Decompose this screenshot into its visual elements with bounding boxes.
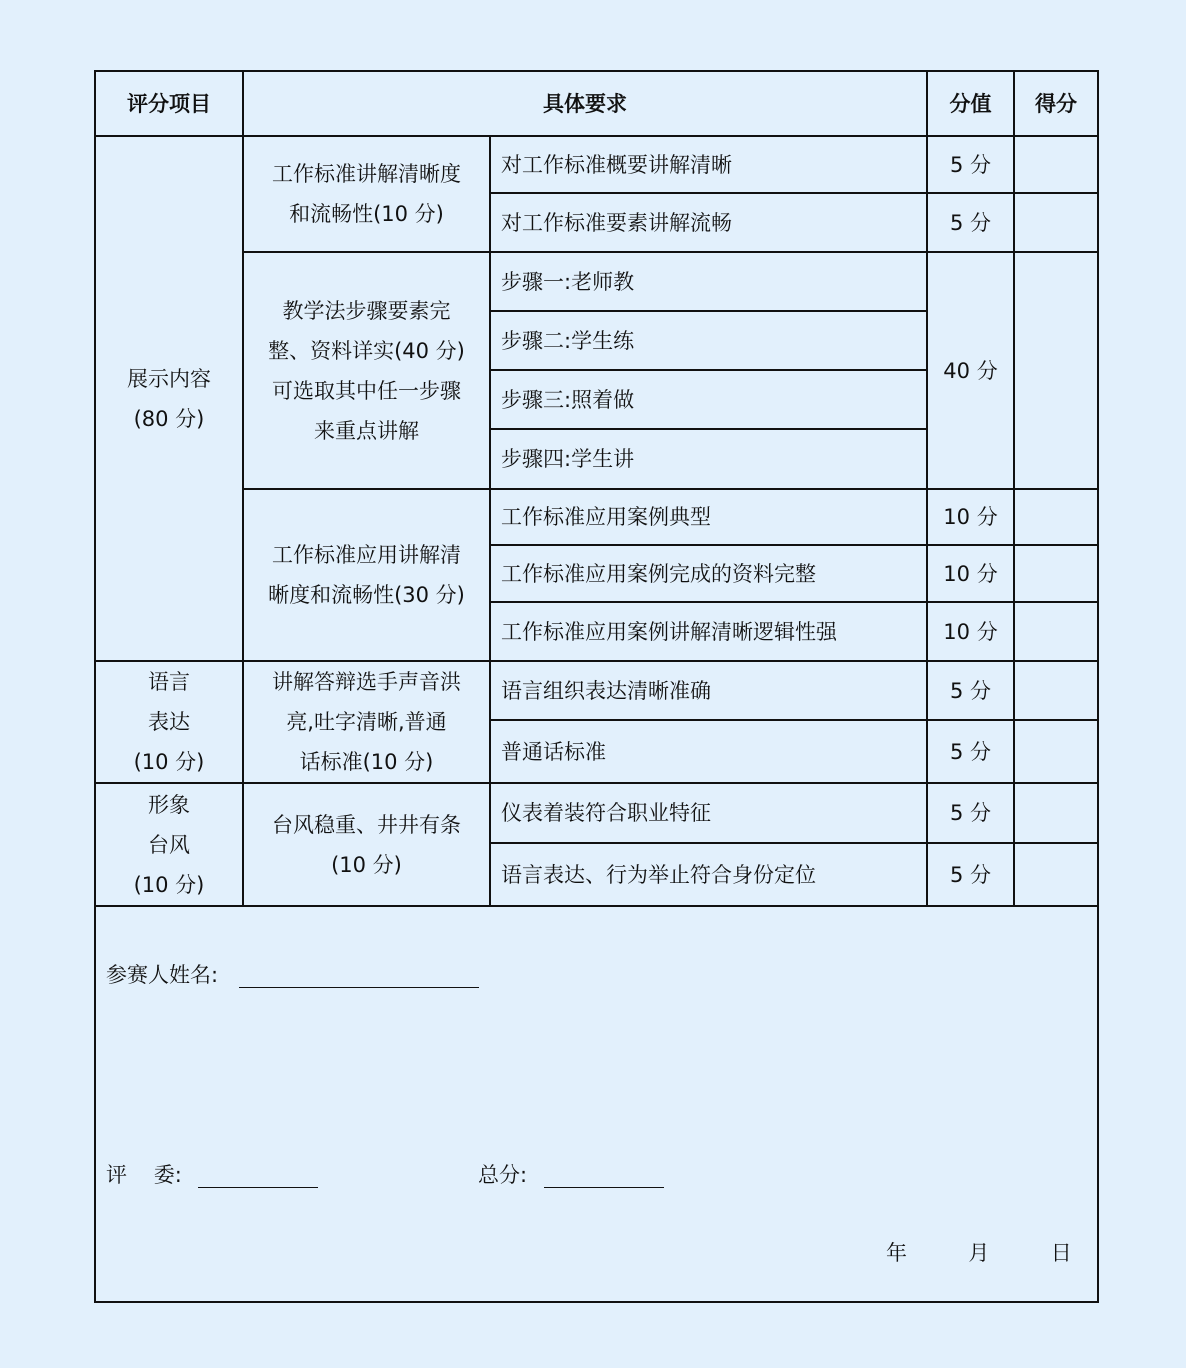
points-cell: 5 分 (927, 783, 1014, 843)
requirement-cell: 对工作标准概要讲解清晰 (490, 136, 927, 193)
header-row (95, 71, 1098, 136)
requirement-cell: 仪表着装符合职业特征 (490, 783, 927, 843)
table-row (95, 489, 1098, 545)
score-cell[interactable] (1014, 193, 1098, 252)
participant-name-field[interactable] (239, 963, 479, 988)
requirement-cell: 工作标准应用案例完成的资料完整 (490, 545, 927, 602)
score-cell[interactable] (1014, 489, 1098, 545)
date-month: 月 (968, 1241, 990, 1265)
subcategory-text: 工作标准讲解清晰度 (272, 162, 461, 186)
table-row (95, 252, 1098, 311)
total-row (478, 1159, 664, 1189)
requirement-cell: 工作标准应用案例讲解清晰逻辑性强 (490, 602, 927, 661)
category-points: (80 分) (133, 406, 205, 431)
scoring-sheet (94, 70, 1099, 1303)
requirement-cell: 语言组织表达清晰准确 (490, 661, 927, 720)
total-label: 总分: (478, 1163, 528, 1187)
category-display (95, 136, 243, 661)
points-cell: 10 分 (927, 489, 1014, 545)
date-row (886, 1237, 1072, 1267)
date-day: 日 (1050, 1241, 1072, 1265)
category-points: (10 分) (133, 872, 205, 897)
subcategory-text: 讲解答辩选手声音洪 (272, 670, 461, 694)
subcategory-text: 亮,吐字清晰,普通 (286, 710, 447, 734)
score-cell[interactable] (1014, 720, 1098, 783)
subcategory-language (243, 661, 490, 783)
table-row (95, 661, 1098, 720)
subcategory-text: (10 分) (331, 852, 402, 877)
requirement-cell: 步骤一:老师教 (490, 252, 927, 311)
category-language (95, 661, 243, 783)
table-row (95, 136, 1098, 193)
table-row (95, 783, 1098, 843)
score-cell[interactable] (1014, 661, 1098, 720)
score-cell[interactable] (1014, 252, 1098, 489)
subcategory-application (243, 489, 490, 661)
category-points: (10 分) (133, 750, 205, 774)
category-label: 表达 (148, 710, 190, 734)
subcategory-text: 整、资料详实(40 分) (268, 338, 465, 363)
score-cell[interactable] (1014, 136, 1098, 193)
points-cell: 5 分 (927, 193, 1014, 252)
requirement-cell: 普通话标准 (490, 720, 927, 783)
header-item: 评分项目 (95, 71, 243, 136)
points-cell: 10 分 (927, 602, 1014, 661)
subcategory-text: 台风稳重、井井有条 (272, 812, 461, 837)
participant-name-label: 参赛人姓名: (106, 963, 219, 987)
points-cell: 10 分 (927, 545, 1014, 602)
requirement-cell: 语言表达、行为举止符合身份定位 (490, 843, 927, 906)
total-field[interactable] (544, 1163, 664, 1188)
subcategory-teaching-method (243, 252, 490, 489)
points-cell: 5 分 (927, 843, 1014, 906)
requirement-cell: 步骤二:学生练 (490, 311, 927, 370)
header-points: 分值 (927, 71, 1014, 136)
judge-row (106, 1159, 318, 1189)
date-year: 年 (886, 1241, 907, 1265)
judge-field[interactable] (198, 1163, 318, 1188)
participant-name-row (106, 959, 479, 989)
subcategory-image (243, 783, 490, 906)
requirement-cell: 工作标准应用案例典型 (490, 489, 927, 545)
subcategory-text: 晰度和流畅性(30 分) (268, 583, 465, 607)
score-cell[interactable] (1014, 843, 1098, 906)
score-cell[interactable] (1014, 783, 1098, 843)
header-requirement: 具体要求 (243, 71, 927, 136)
category-label: 台风 (148, 832, 190, 857)
header-score: 得分 (1014, 71, 1098, 136)
judge-label: 评 委: (106, 1163, 182, 1187)
subcategory-text: 工作标准应用讲解清 (272, 543, 461, 567)
category-label: 语言 (148, 670, 190, 694)
score-cell[interactable] (1014, 602, 1098, 661)
subcategory-text: 可选取其中任一步骤 (272, 378, 461, 403)
subcategory-text: 教学法步骤要素完 (282, 298, 451, 323)
subcategory-text: 话标准(10 分) (299, 750, 434, 774)
points-cell: 5 分 (927, 720, 1014, 783)
points-cell: 40 分 (927, 252, 1014, 489)
category-label: 展示内容 (127, 366, 211, 391)
requirement-cell: 步骤三:照着做 (490, 370, 927, 429)
score-cell[interactable] (1014, 545, 1098, 602)
category-label: 形象 (148, 792, 190, 817)
scoring-table (94, 70, 1099, 907)
category-image (95, 783, 243, 906)
signature-area (96, 909, 1097, 1303)
points-cell: 5 分 (927, 661, 1014, 720)
subcategory-text: 和流畅性(10 分) (289, 202, 444, 226)
requirement-cell: 步骤四:学生讲 (490, 429, 927, 489)
subcategory-text: 来重点讲解 (314, 418, 419, 443)
subcategory-standard-explanation (243, 136, 490, 252)
points-cell: 5 分 (927, 136, 1014, 193)
requirement-cell: 对工作标准要素讲解流畅 (490, 193, 927, 252)
